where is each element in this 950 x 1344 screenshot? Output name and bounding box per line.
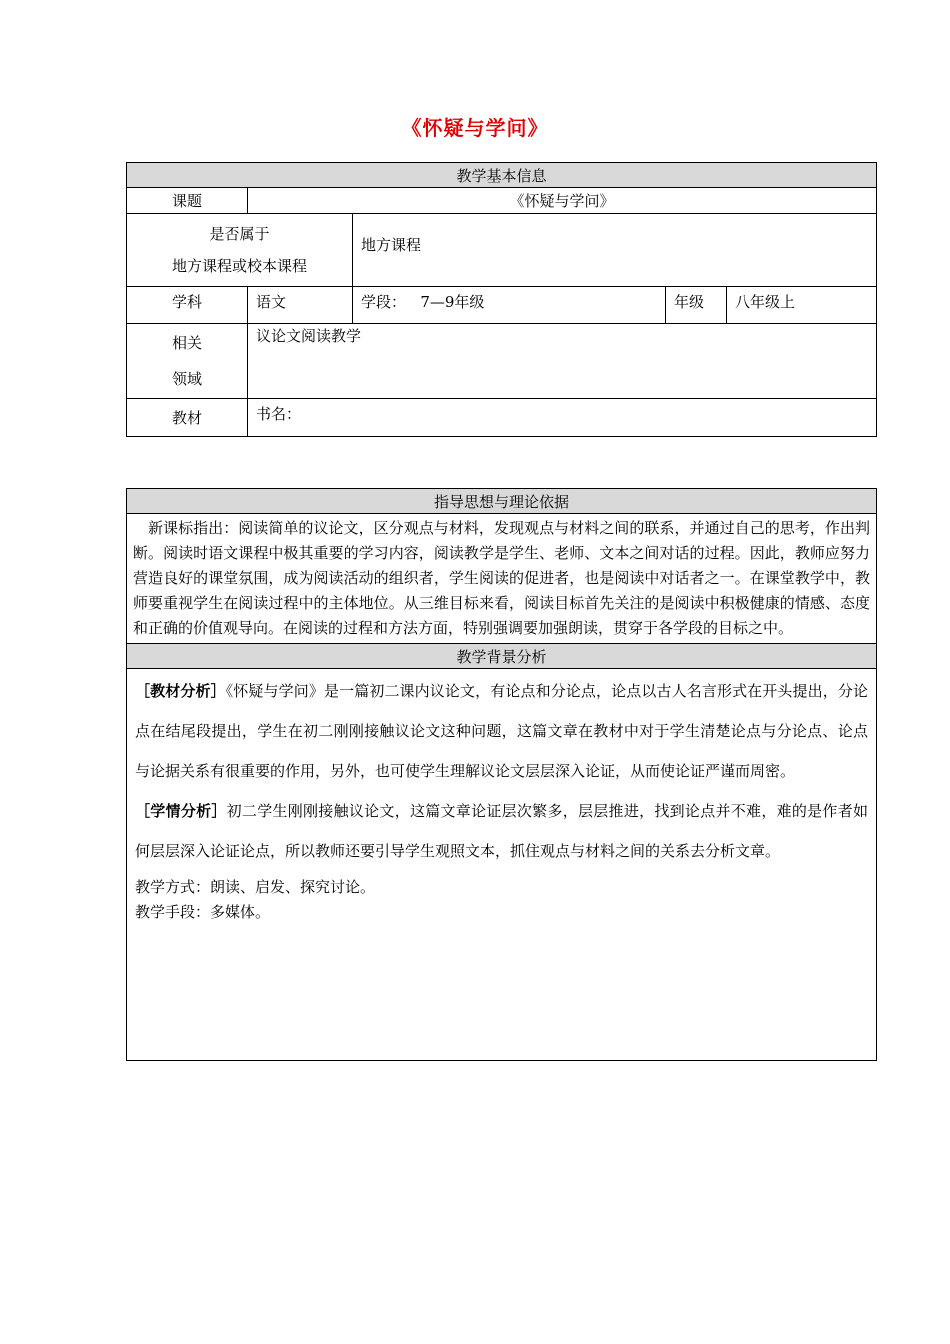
field-value: 议论文阅读教学 (248, 324, 877, 399)
stage-cell (353, 287, 666, 324)
field-label (127, 324, 248, 399)
student-analysis (135, 791, 868, 871)
document-title: 《怀疑与学问》 (401, 116, 549, 140)
grade-label: 年级 (666, 287, 727, 324)
subject-label: 学科 (127, 287, 248, 324)
local-course-label-line2: 地方课程或校本课程 (171, 257, 307, 275)
local-course-value: 地方课程 (353, 214, 877, 287)
local-course-label (127, 214, 353, 287)
topic-label: 课题 (127, 188, 248, 214)
stage-value: 7—9年级 (420, 293, 485, 311)
guide-header: 指导思想与理论依据 (127, 489, 877, 514)
stage-label: 学段： (361, 293, 407, 311)
material-analysis (135, 671, 868, 791)
teaching-method: 教学方式：朗读、启发、探究讨论。 (135, 878, 376, 896)
subject-value: 语文 (248, 287, 353, 324)
background-content (127, 669, 877, 1061)
field-label-line2: 领域 (171, 370, 202, 388)
basic-info-header: 教学基本信息 (127, 163, 877, 188)
student-analysis-text: 初二学生刚刚接触议论文，这篇文章论证层次繁多，层层推进，找到论点并不难，难的是作者如何层层深入论证论点，所以教师还要引导学生观照文本，抓住观点与材料之间的关系去分析文章。 (135, 802, 868, 860)
textbook-label: 教材 (127, 399, 248, 437)
local-course-label-line1: 是否属于 (209, 225, 270, 243)
field-label-line1: 相关 (171, 334, 202, 352)
grade-value: 八年级上 (727, 287, 877, 324)
guide-text: 新课标指出：阅读简单的议论文，区分观点与材料，发现观点与材料之间的联系，并通过自己的思考，作出判断。阅读时语文课程中极其重要的学习内容，阅读教学是学生、老师、文本之间对话的过程。因此，教师应努力营造良好的课堂氛围，成为阅读活动的组织者，学生阅读的促进者，也是阅读中对话者之一。在课堂教学中，教师要重视学生在阅读过程中的主体地位。从三维目标来看，阅读目标首先关注的是阅读中积极健康的情感、态度和正确的价值观导向。在阅读的过程和方法方面，特别强调要加强朗读，贯穿于各学段的目标之中。 (127, 514, 877, 644)
topic-value: 《怀疑与学问》 (248, 188, 877, 214)
background-header: 教学背景分析 (127, 644, 877, 669)
teaching-means: 教学手段：多媒体。 (135, 903, 271, 921)
basic-info-table (126, 162, 877, 437)
analysis-table (126, 488, 877, 1061)
student-analysis-label: ［学情分析］ (135, 802, 227, 820)
material-analysis-text: 《怀疑与学问》是一篇初二课内议论文，有论点和分论点，论点以古人名言形式在开头提出，分论点在结尾段提出，学生在初二刚刚接触议论文这种问题，这篇文章在教材中对于学生清楚论点与分论点、论点与论据关系有很重要的作用，另外，也可使学生理解议论文层层深入论证，从而使论证严谨而周密。 (135, 682, 868, 780)
textbook-value: 书名： (248, 399, 877, 437)
material-analysis-label: ［教材分析］ (135, 682, 226, 700)
